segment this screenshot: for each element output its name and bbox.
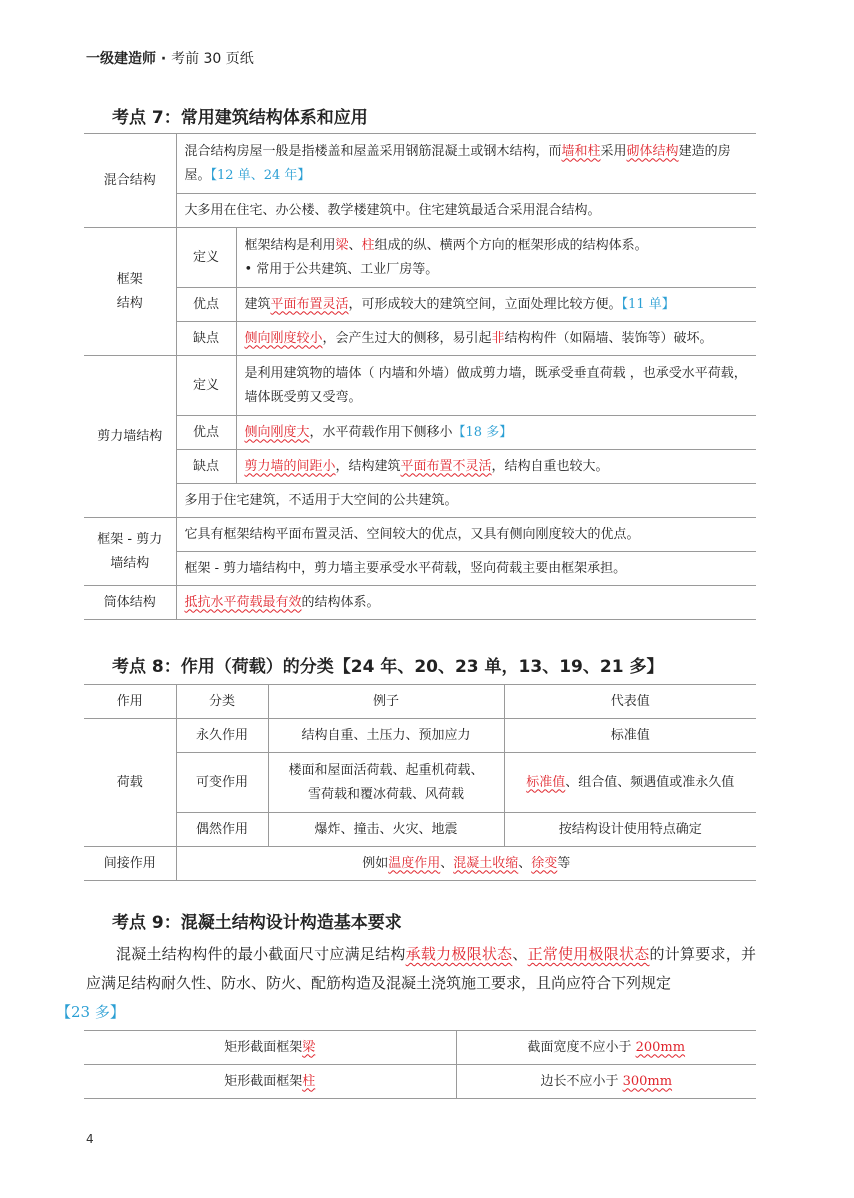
ex-accidental: 爆炸、撞击、火灾、地震 [268, 813, 504, 847]
book-title: 一级建造师 [86, 51, 156, 67]
row-label-hunhe: 混合结构 [84, 134, 176, 228]
book-subtitle: 考前 30 页纸 [171, 51, 254, 67]
table-row [84, 228, 756, 288]
jianli-adv: 侧向刚度大，水平荷载作用下侧移小【18 多】 [236, 416, 756, 450]
kjjl-p1: 它具有框架结构平面布置灵活、空间较大的优点，又具有侧向刚度较大的优点。 [176, 518, 756, 552]
beam-requirement: 截面宽度不应小于 200mm [456, 1031, 756, 1065]
header-example: 例子 [268, 685, 504, 719]
kuangjia-def-label: 定义 [176, 228, 236, 288]
kuangjia-adv-label: 优点 [176, 288, 236, 322]
val-variable: 标准值、组合值、频遇值或准永久值 [504, 753, 756, 813]
table-row [84, 847, 756, 881]
header-category: 分类 [176, 685, 268, 719]
header-separator: · [160, 51, 167, 67]
table-row [84, 194, 756, 228]
table-row [84, 719, 756, 753]
jianli-def: 是利用建筑物的墙体（ 内墙和外墙）做成剪力墙，既承受垂直荷载 ，也承受水平荷载，墙体既受剪又受弯。 [236, 356, 756, 416]
hunhe-usage: 大多用在住宅、办公楼、教学楼建筑中。住宅建筑最适合采用混合结构。 [176, 194, 756, 228]
section-7-title: 考点 7：常用建筑结构体系和应用 [112, 108, 368, 128]
table-row [84, 586, 756, 620]
ex-permanent: 结构自重、土压力、预加应力 [268, 719, 504, 753]
row-label-jianli: 剪力墙结构 [84, 356, 176, 518]
row-label-indirect: 间接作用 [84, 847, 176, 881]
table-row [84, 1031, 756, 1065]
cat-variable: 可变作用 [176, 753, 268, 813]
cat-accidental: 偶然作用 [176, 813, 268, 847]
section-8-title: 考点 8：作用（荷载）的分类【24 年、20、23 单，13、19、21 多】 [112, 657, 664, 677]
table-row [84, 484, 756, 518]
jianli-def-label: 定义 [176, 356, 236, 416]
table-row [84, 134, 756, 194]
table-row [84, 416, 756, 450]
table-row [84, 322, 756, 356]
row-label-kjjl: 框架 - 剪力 墙结构 [84, 518, 176, 586]
kuangjia-dis: 侧向刚度较小，会产生过大的侧移，易引起非结构构件（如隔墙、装饰等）破坏。 [236, 322, 756, 356]
header-value: 代表值 [504, 685, 756, 719]
val-accidental: 按结构设计使用特点确定 [504, 813, 756, 847]
ex-variable: 楼面和屋面活荷载、起重机荷载、 雪荷载和覆冰荷载、风荷载 [268, 753, 504, 813]
kuangjia-def-bullet: • 常用于公共建筑、工业厂房等。 [244, 261, 439, 277]
table-row [84, 1065, 756, 1099]
table-row [84, 753, 756, 813]
table-row [84, 552, 756, 586]
indirect-examples: 例如温度作用、混凝土收缩、徐变等 [176, 847, 756, 881]
kuangjia-adv: 建筑平面布置灵活，可形成较大的建筑空间，立面处理比较方便。【11 单】 [236, 288, 756, 322]
tongti-desc: 抵抗水平荷载最有效的结构体系。 [176, 586, 756, 620]
section-9-title: 考点 9：混凝土结构设计构造基本要求 [112, 913, 402, 933]
page-header [86, 48, 254, 68]
jianli-use: 多用于住宅建筑，不适用于大空间的公共建筑。 [176, 484, 756, 518]
section-9-paragraph: 混凝土结构构件的最小截面尺寸应满足结构承载力极限状态、正常使用极限状态的计算要求，并应满足结构耐久性、防水、防火、配筋构造及混凝土浇筑施工要求，且尚应符合下列规定 【23 多】 [56, 945, 756, 1021]
column-requirement: 边长不应小于 300mm [456, 1065, 756, 1099]
jianli-adv-label: 优点 [176, 416, 236, 450]
row-label-kuangjia: 框架 结构 [84, 228, 176, 356]
beam-label: 矩形截面框架梁 [84, 1031, 456, 1065]
table-header-row [84, 685, 756, 719]
column-label: 矩形截面框架柱 [84, 1065, 456, 1099]
structure-systems-table [84, 133, 756, 620]
table-row [84, 288, 756, 322]
table-row [84, 356, 756, 416]
table-row [84, 518, 756, 552]
row-label-tongti: 筒体结构 [84, 586, 176, 620]
hunhe-desc: 混合结构房屋一般是指楼盖和屋盖采用钢筋混凝土或钢木结构，而墙和柱采用砌体结构建造的房屋。【12 单、24 年】 [176, 134, 756, 194]
val-permanent: 标准值 [504, 719, 756, 753]
header-action: 作用 [84, 685, 176, 719]
row-label-load: 荷载 [84, 719, 176, 847]
kuangjia-dis-label: 缺点 [176, 322, 236, 356]
min-section-table [84, 1030, 756, 1099]
page-number: 4 [86, 1132, 94, 1146]
jianli-dis-label: 缺点 [176, 450, 236, 484]
cat-permanent: 永久作用 [176, 719, 268, 753]
kuangjia-def: 框架结构是利用梁、柱组成的纵、横两个方向的框架形成的结构体系。 • 常用于公共建筑、工业厂房等。 [236, 228, 756, 288]
jianli-dis: 剪力墙的间距小，结构建筑平面布置不灵活，结构自重也较大。 [236, 450, 756, 484]
table-row [84, 813, 756, 847]
table-row [84, 450, 756, 484]
load-classification-table [84, 684, 756, 881]
kjjl-p2: 框架 - 剪力墙结构中，剪力墙主要承受水平荷载，竖向荷载主要由框架承担。 [176, 552, 756, 586]
